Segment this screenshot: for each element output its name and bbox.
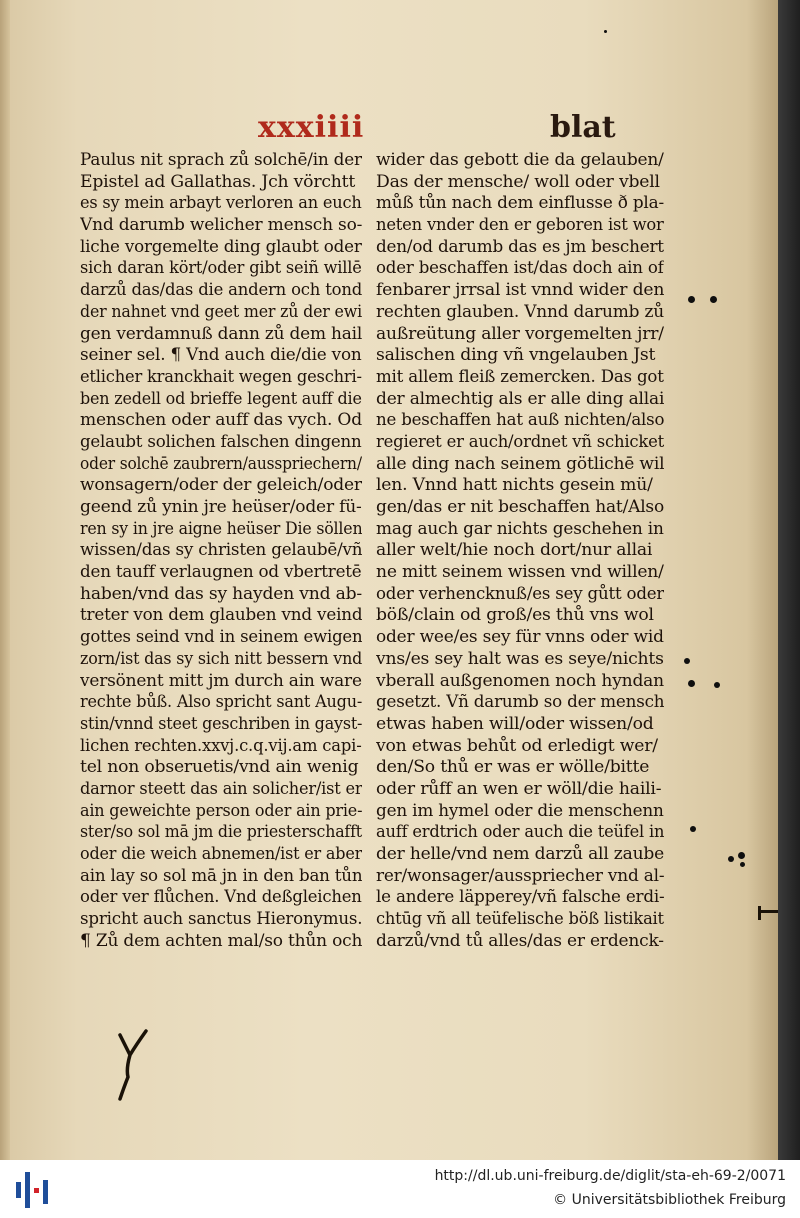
folio-rubric: xxxiiii bbox=[258, 110, 365, 145]
folio-word: blat bbox=[550, 110, 616, 145]
ink-speck bbox=[684, 658, 690, 664]
text-line: zorn/ist das sy sich nitt bessern vnd bbox=[80, 648, 362, 669]
text-line: spricht auch sanctus Hieronymus. bbox=[80, 909, 362, 930]
text-line: ne beschaffen hat auß nichten/also bbox=[376, 410, 664, 431]
text-line: vberall außgenomen noch hyndan bbox=[376, 670, 664, 691]
text-line: ain lay so sol mā jn in den ban tůn bbox=[80, 865, 362, 886]
text-line: wissen/das sy christen gelaubē/vñ bbox=[80, 540, 362, 561]
text-line: ne mitt seinem wissen vnd willen/ bbox=[376, 562, 664, 583]
text-line: menschen oder auff das vych. Od bbox=[80, 410, 362, 431]
text-line: lichen rechten.xxvj.c.q.vij.am capi- bbox=[80, 735, 362, 756]
text-line: Epistel ad Gallathas. Jch vörchtt bbox=[80, 171, 356, 192]
text-line: ben zedell od brieffe legent auff die bbox=[80, 388, 362, 409]
text-line: böß/clain od groß/es thů vns wol bbox=[376, 605, 654, 626]
folio-number bbox=[258, 110, 364, 145]
text-line: etwas haben will/oder wissen/od bbox=[376, 713, 654, 734]
handwritten-mark bbox=[112, 1025, 162, 1105]
text-line: es sy mein arbayt verloren an euch bbox=[80, 193, 362, 214]
text-line: ren sy in jre aigne heüser Die söllen bbox=[80, 518, 362, 539]
text-line: liche vorgemelte ding glaubt oder bbox=[80, 236, 362, 257]
text-line: Paulus nit sprach zů solchē/in der bbox=[80, 150, 362, 170]
text-line: oder beschaffen ist/das doch ain of bbox=[376, 258, 664, 279]
viewer-footer bbox=[0, 1160, 800, 1218]
ink-speck bbox=[710, 296, 717, 303]
text-line: treter von dem glauben vnd veind bbox=[80, 605, 362, 626]
text-line: sich daran kört/oder gibt seiñ willē bbox=[80, 258, 362, 279]
text-line: den tauff verlaugnen od vbertretē bbox=[80, 562, 362, 583]
text-line: der almechtig als er alle ding allai bbox=[376, 388, 664, 409]
text-line: von etwas behůt od erledigt wer/ bbox=[376, 735, 658, 756]
text-line: Das der mensche/ woll oder vbell bbox=[376, 171, 660, 192]
text-line: rechte bůß. Also spricht sant Augu- bbox=[80, 692, 362, 713]
text-line: rechten glauben. Vnnd darumb zů bbox=[376, 301, 664, 322]
book-spine bbox=[778, 0, 800, 1160]
text-line: ¶ Zů dem achten mal/so thůn och bbox=[80, 930, 362, 951]
text-line: aller welt/hie noch dort/nur allai bbox=[376, 540, 653, 561]
ink-speck bbox=[738, 852, 745, 859]
library-logo-icon bbox=[12, 1168, 52, 1212]
text-line: oder verhencknuß/es sey gůtt oder bbox=[376, 583, 664, 604]
ink-speck bbox=[740, 862, 745, 867]
text-line: stin/vnnd steet geschriben in gayst- bbox=[80, 713, 362, 734]
ink-speck bbox=[604, 30, 607, 33]
text-line: mag auch gar nichts geschehen in bbox=[376, 518, 664, 539]
text-line: mit allem fleiß zemercken. Das got bbox=[376, 366, 664, 387]
right-text-column bbox=[376, 150, 664, 952]
text-line: oder wee/es sey für vnns oder wid bbox=[376, 627, 664, 648]
text-line: salischen ding vñ vngelauben Jst bbox=[376, 345, 656, 366]
text-line: der nahnet vnd geet mer zů der ewi bbox=[80, 301, 362, 322]
text-line: darzů/vnd tů alles/das er erdenck- bbox=[376, 930, 664, 951]
text-line: den/od darumb das es jm beschert bbox=[376, 236, 664, 257]
text-line: den/So thů er was er wölle/bitte bbox=[376, 757, 650, 778]
ink-speck bbox=[728, 856, 734, 862]
text-line: alle ding nach seinem götlichē wil bbox=[376, 453, 664, 474]
ink-speck bbox=[714, 682, 720, 688]
text-line: ain geweichte person oder ain prie- bbox=[80, 800, 362, 821]
left-text-column bbox=[80, 150, 362, 952]
text-line: gen/das er nit beschaffen hat/Also bbox=[376, 497, 664, 517]
text-line: oder die weich abnemen/ist er aber bbox=[80, 844, 362, 864]
text-line: außreütung aller vorgemelten jrr/ bbox=[376, 323, 664, 344]
text-line: gelaubt solichen falschen dingenn bbox=[80, 431, 362, 452]
ink-speck bbox=[688, 296, 695, 303]
text-line: gesetzt. Vñ darumb so der mensch bbox=[376, 692, 664, 713]
text-line: haben/vnd das sy hayden vnd ab- bbox=[80, 583, 362, 604]
text-line: darzů das/das die andern och tond bbox=[80, 280, 362, 301]
text-line: regieret er auch/ordnet vñ schicket bbox=[376, 431, 664, 452]
text-line: seiner sel. ¶ Vnd auch die/die von bbox=[80, 345, 362, 366]
ink-speck bbox=[688, 680, 695, 687]
text-line: můß tůn nach dem einflusse ð pla- bbox=[376, 193, 664, 214]
text-line: versönent mitt jm durch ain ware bbox=[80, 670, 362, 691]
text-line: etlicher kranckhait wegen geschri- bbox=[80, 366, 362, 387]
text-line: gen verdamnuß dann zů dem hail bbox=[80, 323, 362, 344]
ink-speck bbox=[690, 826, 696, 832]
text-line: gen im hymel oder die menschenn bbox=[376, 800, 664, 821]
text-line: oder ver flůchen. Vnd deßgleichen bbox=[80, 887, 362, 908]
text-line: Vnd darumb welicher mensch so- bbox=[80, 215, 362, 236]
margin-stroke bbox=[758, 906, 761, 920]
text-line: gottes seind vnd in seinem ewigen bbox=[80, 627, 362, 648]
text-line: chtūg vñ all teüfelische böß listikait bbox=[376, 909, 664, 930]
margin-stroke bbox=[760, 910, 778, 913]
document-url-link[interactable]: http://dl.ub.uni-freiburg.de/diglit/sta-eh-69-2/0071 bbox=[434, 1168, 786, 1184]
text-line: tel non obseruetis/vnd ain wenig bbox=[80, 757, 359, 778]
copyright-notice: © Universitätsbibliothek Freiburg bbox=[553, 1192, 786, 1208]
text-line: rer/wonsager/ausspriecher vnd al- bbox=[376, 865, 664, 886]
text-line: wider das gebott die da gelauben/ bbox=[376, 150, 664, 170]
text-line: le andere läpperey/vñ falsche erdi- bbox=[376, 887, 664, 908]
text-line: len. Vnnd hatt nichts gesein mü/ bbox=[376, 475, 653, 496]
text-line: oder růff an wen er wöll/die haili- bbox=[376, 778, 662, 799]
text-line: vns/es sey halt was es seye/nichts bbox=[376, 648, 664, 669]
text-line: wonsagern/oder der geleich/oder bbox=[80, 475, 362, 496]
text-line: darnor steett das ain solicher/ist er bbox=[80, 778, 362, 799]
text-line: neten vnder den er geboren ist wor bbox=[376, 215, 664, 236]
text-line: der helle/vnd nem darzů all zaube bbox=[376, 844, 664, 864]
text-line: oder solchē zaubrern/ausspriechern/ bbox=[80, 453, 362, 474]
text-line: fenbarer jrrsal ist vnnd wider den bbox=[376, 280, 664, 301]
text-line: geend zů ynin jre heüser/oder fü- bbox=[80, 497, 362, 517]
text-line: auff erdtrich oder auch die teüfel in bbox=[376, 822, 664, 843]
text-line: ster/so sol mā jm die priesterschafft bbox=[80, 822, 362, 843]
